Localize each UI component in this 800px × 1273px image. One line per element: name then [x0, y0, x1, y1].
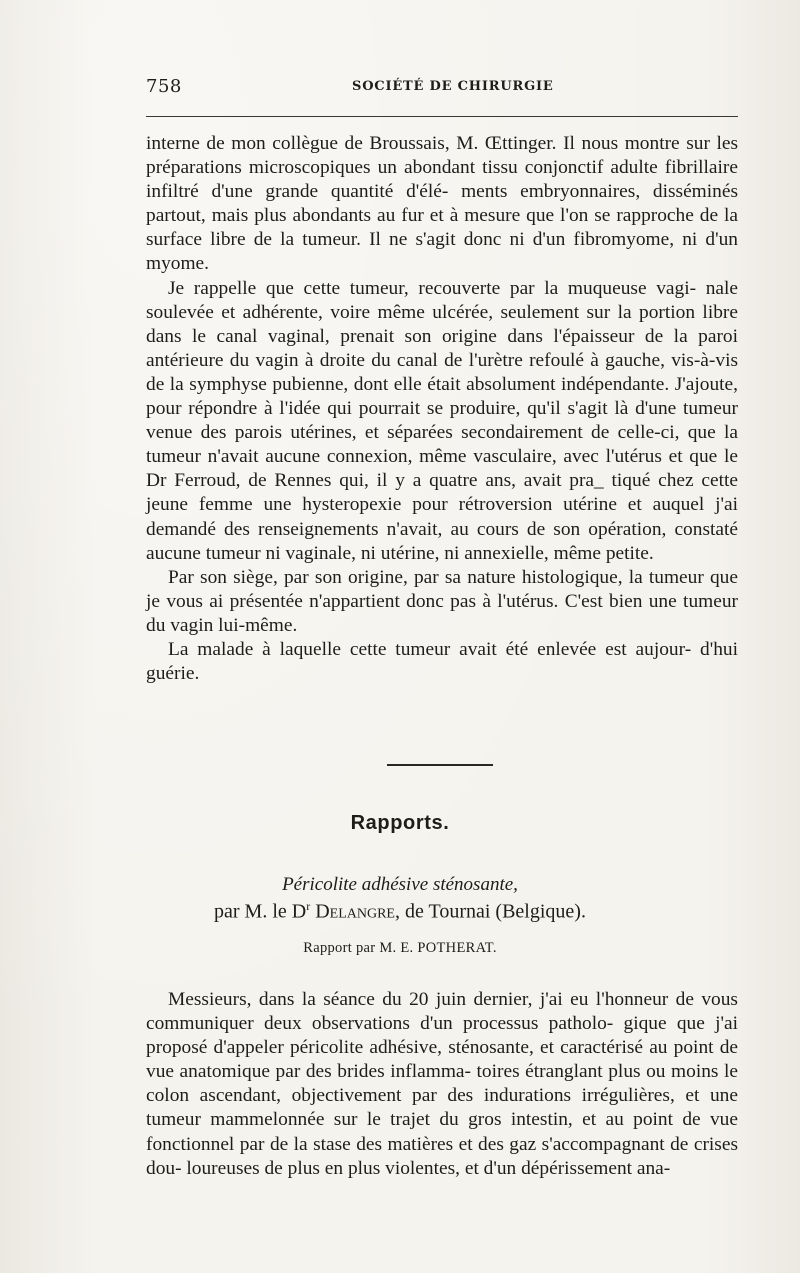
text-line: tumeur. Il ne s'agit donc ni d'un fibromyome, ni d'un myome. [146, 229, 738, 275]
text-line: ments embryonnaires, disséminés partout, mais plus abondants [146, 181, 739, 227]
text-line: sur le trajet du gros intestin, et au point de vue fonctionnel par [146, 1109, 738, 1155]
report-paragraph [146, 988, 738, 1181]
page-number: 758 [146, 76, 182, 97]
text-line: cours de son opération, constaté aucune tumeur ni vaginale, ni [146, 518, 738, 564]
section-title: Rapports. [350, 812, 450, 834]
text-line: à l'idée qui pourrait se produire, qu'il s'agit là d'une tumeur venue [146, 398, 738, 444]
text-line: loureuses de plus en plus violentes, et d'un dépérissement ana- [186, 1157, 671, 1179]
text-line: au fur et à mesure que l'on se rapproche de la surface libre de la [146, 205, 738, 251]
text-line: gique que j'ai proposé d'appeler péricolite adhésive, sténosante, et [146, 1013, 738, 1059]
text-line: La malade à laquelle cette tumeur avait été enlevée est aujour- [168, 638, 692, 660]
paragraph-1 [146, 132, 738, 277]
text-line: toires étranglant plus ou moins le colon ascendant, objectivement [146, 1061, 738, 1107]
text-line: Messieurs, dans la séance du 20 juin dernier, j'ai eu l'honneur [168, 989, 669, 1010]
main-text [146, 132, 738, 686]
text-line: C'est bien une tumeur du vagin lui-même. [146, 590, 738, 636]
text-line: utérine, ni annexielle, même petite. [380, 542, 654, 564]
report-title: Péricolite adhésive sténosante, [282, 874, 518, 895]
text-line: montre sur les préparations microscopiques un abondant tissu [146, 133, 739, 179]
text-line: Je rappelle que cette tumeur, recouverte par la muqueuse vagi- [168, 277, 697, 299]
author-suffix: , de Tournai (Belgique). [395, 900, 586, 923]
report-body [146, 988, 738, 1181]
paragraph-4 [146, 638, 738, 686]
text-line: par des indurations irrégulières, et une tumeur mammelonnée [146, 1085, 738, 1131]
text-line: tumeur n'avait aucune connexion, même vasculaire, avec l'utérus [146, 446, 662, 468]
paragraph-2 [146, 277, 738, 566]
header-rule [146, 116, 738, 117]
text-line: de vous communiquer deux observations d'un processus patholo- [146, 989, 738, 1035]
text-line: tiqué chez cette jeune femme une hysteropexie pour rétroversion [146, 470, 738, 516]
text-line: utérine et auquel j'ai demandé des renseignements n'avait, au [146, 494, 739, 540]
running-title: SOCIÉTÉ DE CHIRURGIE [352, 79, 554, 94]
text-line: l'épaisseur de la paroi antérieure du vagin à droite du canal de [146, 325, 738, 371]
text-line: nale soulevée et adhérente, voire même ulcérée, seulement sur la [146, 277, 738, 323]
text-line: d'hui guérie. [146, 638, 738, 685]
report-author [0, 899, 800, 924]
author-name: Delangre [315, 900, 395, 923]
text-line: l'urètre refoulé à gauche, vis-à-vis de la symphyse pubienne, [146, 349, 738, 395]
paragraph-3 [146, 566, 738, 638]
rapporteur-line: Rapport par M. E. POTHERAT. [303, 940, 497, 956]
text-line: caractérisé au point de vue anatomique par des brides inflamma- [146, 1037, 738, 1083]
author-title-sup: r [306, 899, 311, 913]
text-line: et que le Dr Ferroud, de Rennes qui, il y a quatre ans, avait pra_ [146, 446, 738, 492]
text-line: conjonctif adulte fibrillaire infiltré d'une grande quantité d'élé- [146, 157, 738, 203]
text-line: des parois utérines, et séparées secondairement de celle-ci, que la [200, 422, 738, 444]
text-line: Par son siège, par son origine, par sa nature histologique, la [168, 566, 643, 588]
text-line: interne de mon collègue de Broussais, M. Œttinger. Il nous [146, 133, 619, 154]
page-header [146, 76, 738, 100]
text-line: portion libre dans le canal vaginal, prenait son origine dans [146, 301, 738, 347]
text-line: de la stase des matières et des gaz s'accompagnant de crises dou- [146, 1133, 738, 1179]
text-line: tumeur que je vous ai présentée n'appartient donc pas à l'utérus. [146, 566, 738, 612]
section-separator [387, 764, 493, 766]
text-line: dont elle était absolument indépendante. J'ajoute, pour répondre [146, 373, 738, 420]
author-prefix: par M. le D [214, 900, 307, 923]
